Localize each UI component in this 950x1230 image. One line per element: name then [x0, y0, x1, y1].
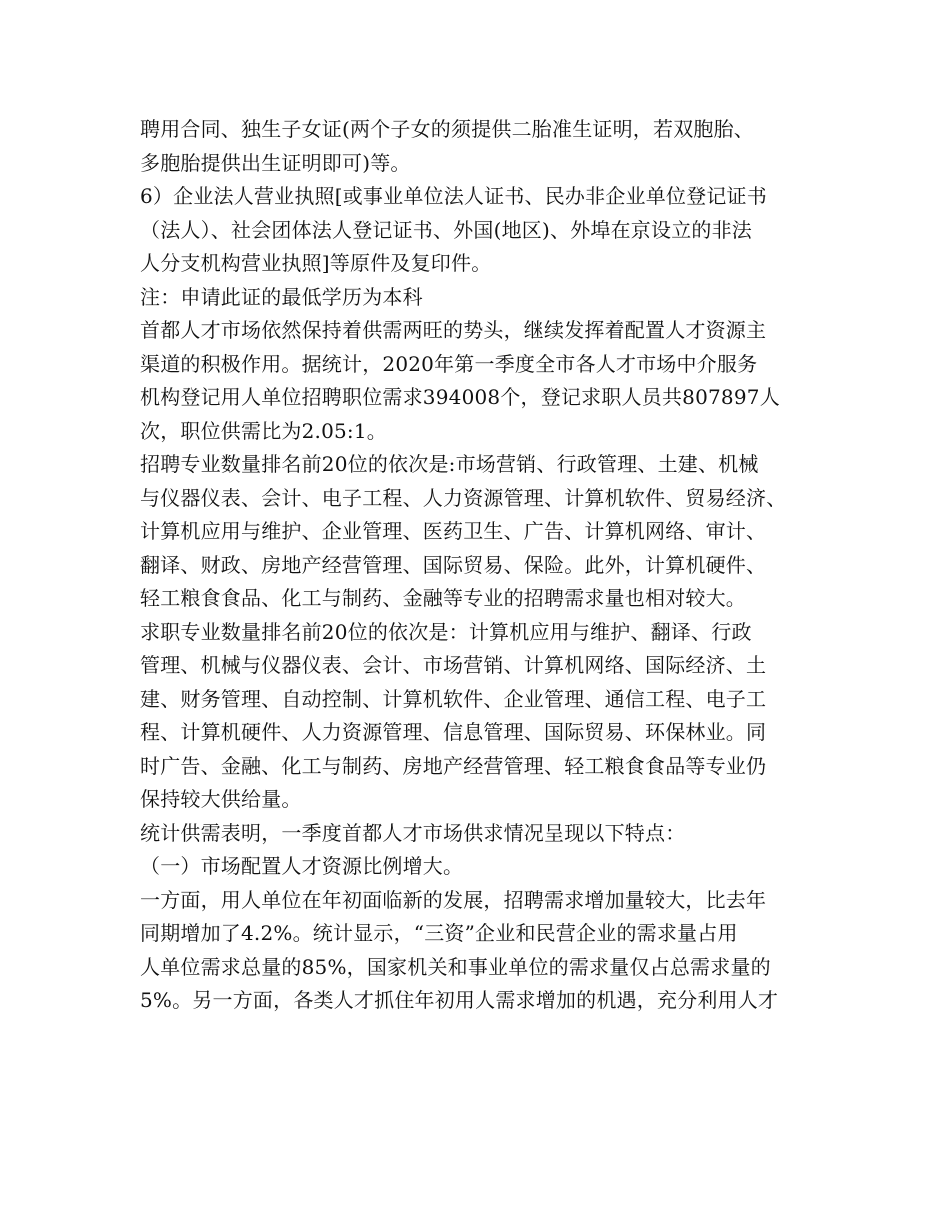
text-line-26: 人单位需求总量的85%，国家机关和事业单位的需求量仅占总需求量的: [140, 954, 771, 979]
text-line-11: 招聘专业数量排名前20位的依次是:市场营销、行政管理、土建、机械: [140, 452, 759, 476]
text-line-24: 一方面，用人单位在年初面临新的发展，招聘需求增加量较大，比去年: [140, 887, 767, 912]
text-line-5: 人分支机构营业执照]等原件及复印件。: [140, 251, 492, 275]
text-line-3: 6）企业法人营业执照[或事业单位法人证书、民办非企业单位登记证书: [140, 184, 767, 208]
text-line-18: 建、财务管理、自动控制、计算机软件、企业管理、通信工程、电子工: [140, 686, 767, 711]
text-line-19: 程、计算机硬件、人力资源管理、信息管理、国际贸易、环保林业。同: [140, 720, 767, 744]
text-line-12: 与仪器仪表、会计、电子工程、人力资源管理、计算机软件、贸易经济、: [140, 485, 787, 510]
text-line-4: （法人）、社会团体法人登记证书、外国(地区)、外埠在京设立的非法: [140, 217, 753, 242]
text-line-9: 机构登记用人单位招聘职位需求394008个，登记求职人员共807897人: [140, 385, 780, 409]
text-line-7: 首都人才市场依然保持着供需两旺的势头，继续发挥着配置人才资源主: [140, 318, 767, 342]
text-line-10: 次，职位供需比为2.05:1。: [140, 418, 387, 443]
text-line-14: 翻译、财政、房地产经营管理、国际贸易、保险。此外，计算机硬件、: [140, 552, 767, 577]
text-line-25: 同期增加了4.2%。统计显示，“三资”企业和民营企业的需求量占用: [140, 921, 738, 945]
document-body: [140, 113, 830, 1018]
text-line-21: 保持较大供给量。: [140, 787, 302, 811]
text-line-17: 管理、机械与仪器仪表、会计、市场营销、计算机网络、国际经济、土: [140, 653, 767, 677]
text-line-23: （一）市场配置人才资源比例增大。: [140, 854, 464, 878]
text-line-20: 时广告、金融、化工与制药、房地产经营管理、轻工粮食食品等专业仍: [140, 753, 767, 778]
text-line-6: 注：申请此证的最低学历为本科: [140, 284, 423, 309]
text-line-13: 计算机应用与维护、企业管理、医药卫生、广告、计算机网络、审计、: [140, 519, 767, 543]
text-line-15: 轻工粮食食品、化工与制药、金融等专业的招聘需求量也相对较大。: [140, 586, 746, 610]
text-line-16: 求职专业数量排名前20位的依次是：计算机应用与维护、翻译、行政: [140, 619, 752, 644]
text-line-8: 渠道的积极作用。据统计，2020年第一季度全市各人才市场中介服务: [140, 351, 758, 376]
text-line-1: 聘用合同、独生子女证(两个子女的须提供二胎准生证明，若双胞胎、: [140, 117, 755, 141]
text-line-2: 多胞胎提供出生证明即可)等。: [140, 150, 411, 175]
text-line-27: 5%。另一方面，各类人才抓住年初用人需求增加的机遇，充分利用人才: [140, 988, 779, 1012]
text-line-22: 统计供需表明，一季度首都人才市场供求情况呈现以下特点：: [140, 820, 686, 845]
